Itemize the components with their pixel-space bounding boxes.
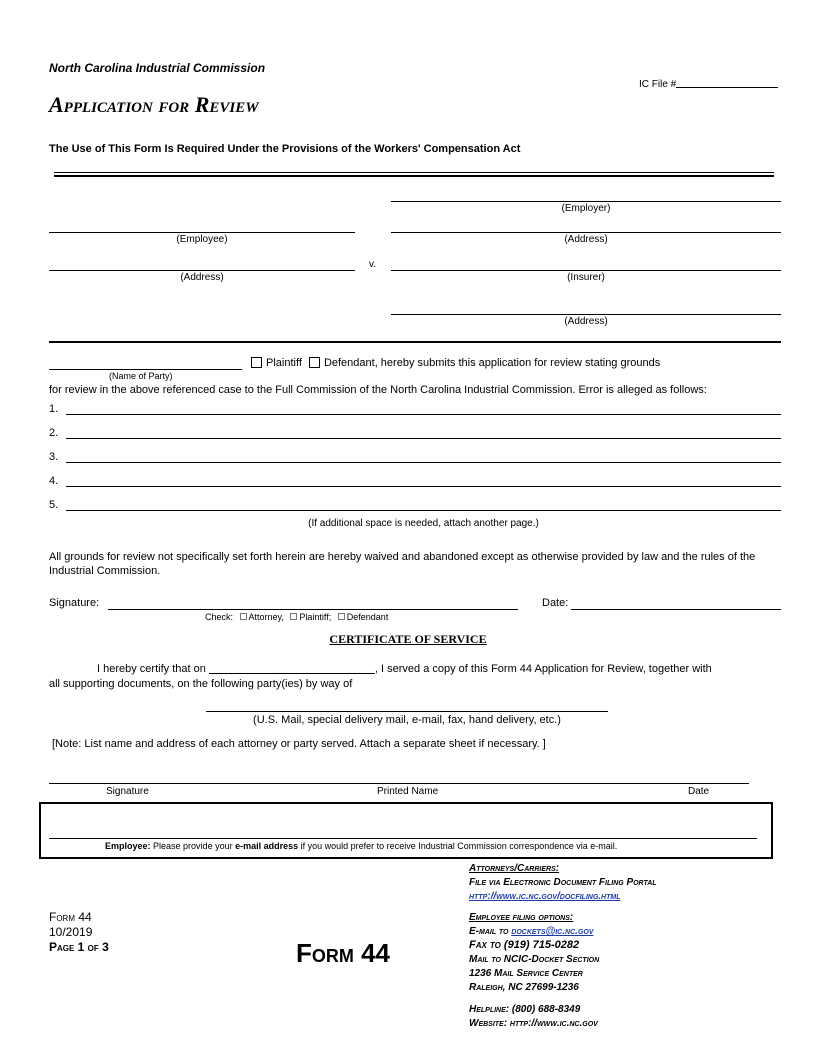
signature-label: Signature: — [49, 597, 100, 609]
employer-label: (Employer) — [561, 203, 611, 214]
employer-address-label: (Address) — [564, 234, 608, 245]
ground-2-number: 2. — [49, 427, 59, 439]
email-to-row — [469, 925, 593, 938]
service-note: [Note: List name and address of each attorney or party served. Attach a separate sheet if necessary. ] — [52, 738, 546, 750]
ground-1-line[interactable] — [66, 414, 781, 415]
ground-3-line[interactable] — [66, 462, 781, 463]
cert-signature-line[interactable] — [49, 783, 749, 784]
employer-address-line[interactable] — [391, 232, 781, 233]
footer-revision: 10/2019 — [49, 925, 93, 939]
attorneys-heading: Attorneys/Carriers: — [469, 863, 560, 874]
ground-2-line[interactable] — [66, 438, 781, 439]
street-text: 1236 Mail Service Center — [469, 968, 583, 979]
insurer-address-line[interactable] — [391, 314, 781, 315]
defendant-checkbox[interactable] — [309, 357, 320, 368]
employee-address-label: (Address) — [180, 272, 224, 283]
attorney-checkbox[interactable] — [240, 613, 247, 620]
check-label: Check: — [205, 612, 234, 622]
signature-line[interactable] — [108, 609, 518, 610]
employee-label: (Employee) — [176, 234, 228, 245]
additional-space-note: (If additional space is needed, attach another page.) — [308, 518, 539, 529]
agency-name: North Carolina Industrial Commission — [49, 61, 266, 75]
certificate-heading: CERTIFICATE OF SERVICE — [329, 632, 487, 646]
certify-text-3: all supporting documents, on the following party(ies) by way of — [49, 678, 353, 690]
party-role-row — [245, 357, 660, 369]
signer-plaintiff-checkbox[interactable] — [290, 613, 297, 620]
email-to-label: E-mail to — [469, 926, 509, 937]
signer-role-check — [205, 612, 388, 622]
email-text-1: Please provide your — [153, 841, 233, 851]
employee-address-line[interactable] — [49, 270, 355, 271]
email-instruction — [105, 841, 617, 851]
party-name-line[interactable] — [49, 369, 242, 370]
portal-link[interactable]: http://www.ic.nc.gov/docfiling.html — [469, 891, 621, 902]
footer-form-number: Form 44 — [49, 910, 92, 924]
ic-file-label: IC File # — [639, 79, 677, 90]
service-method-note: (U.S. Mail, special delivery mail, e-mail, fax, hand delivery, etc.) — [253, 714, 561, 726]
insurer-line[interactable] — [391, 270, 781, 271]
ic-file-field[interactable] — [639, 79, 778, 90]
service-date-blank[interactable] — [209, 673, 375, 674]
signer-defendant-label: Defendant — [346, 612, 389, 622]
defendant-label: Defendant, hereby submits this application for review stating grounds — [323, 357, 661, 369]
insurer-address-label: (Address) — [564, 316, 608, 327]
name-of-party-label: (Name of Party) — [109, 371, 173, 381]
grounds-continuation: for review in the above referenced case to the Full Commission of the North Carolina Industrial Commission. Error is alleged as follows: — [49, 384, 707, 396]
email-box — [39, 802, 773, 859]
service-method-line[interactable] — [206, 711, 608, 712]
email-address-line[interactable] — [49, 838, 757, 839]
mail-text: Mail to NCIC-Docket Section — [469, 954, 600, 965]
signer-plaintiff-label: Plaintiff; — [299, 612, 332, 622]
header-double-rule — [54, 172, 774, 177]
plaintiff-label: Plaintiff — [266, 357, 302, 369]
fax-text: Fax to (919) 715-0282 — [469, 939, 580, 951]
website-text: Website: http://www.ic.nc.gov — [469, 1018, 598, 1029]
ground-1-number: 1. — [49, 403, 59, 415]
form-subtitle: The Use of This Form Is Required Under the Provisions of the Workers' Compensation Act — [49, 143, 521, 155]
helpline-text: Helpline: (800) 688-8349 — [469, 1004, 581, 1015]
certificate-line-1 — [97, 663, 712, 675]
waiver-text: All grounds for review not specifically set forth herein are hereby waived and abandoned except as otherwise provided by law and the rules of the Industrial Commission. — [49, 551, 756, 577]
cert-printed-name-label: Printed Name — [377, 786, 439, 797]
ground-3-number: 3. — [49, 451, 59, 463]
employee-options-heading: Employee filing options: — [469, 912, 574, 923]
city-text: Raleigh, NC 27699-1236 — [469, 982, 579, 993]
email-text-2: if you would prefer to receive Industrial Commission correspondence via e-mail. — [300, 841, 618, 851]
employer-line[interactable] — [391, 201, 781, 202]
page-title: Application for Review — [49, 92, 259, 117]
attorney-label: Attorney, — [248, 612, 284, 622]
ground-5-line[interactable] — [66, 510, 781, 511]
date-line[interactable] — [571, 609, 781, 610]
plaintiff-checkbox[interactable] — [251, 357, 262, 368]
employee-line[interactable] — [49, 232, 355, 233]
ground-5-number: 5. — [49, 499, 59, 511]
footer-big-title: Form 44 — [296, 938, 391, 968]
cert-signature-label: Signature — [106, 786, 149, 797]
certify-text-2: , I served a copy of this Form 44 Application for Review, together with — [374, 663, 712, 675]
cert-date-label: Date — [688, 786, 710, 797]
certify-text-1: I hereby certify that on — [97, 663, 206, 675]
footer-page: Page 1 of 3 — [49, 940, 109, 954]
insurer-label: (Insurer) — [567, 272, 605, 283]
ground-4-number: 4. — [49, 475, 59, 487]
file-via-text: File via Electronic Document Filing Portal — [469, 877, 657, 888]
date-label: Date: — [542, 597, 569, 609]
docket-email-link[interactable]: dockets@ic.nc.gov — [511, 926, 594, 937]
email-bold: e-mail address — [235, 841, 299, 851]
versus-label: v. — [369, 259, 377, 270]
ground-4-line[interactable] — [66, 486, 781, 487]
signer-defendant-checkbox[interactable] — [338, 613, 345, 620]
email-lead: Employee: — [105, 841, 151, 851]
caption-divider — [49, 341, 781, 343]
